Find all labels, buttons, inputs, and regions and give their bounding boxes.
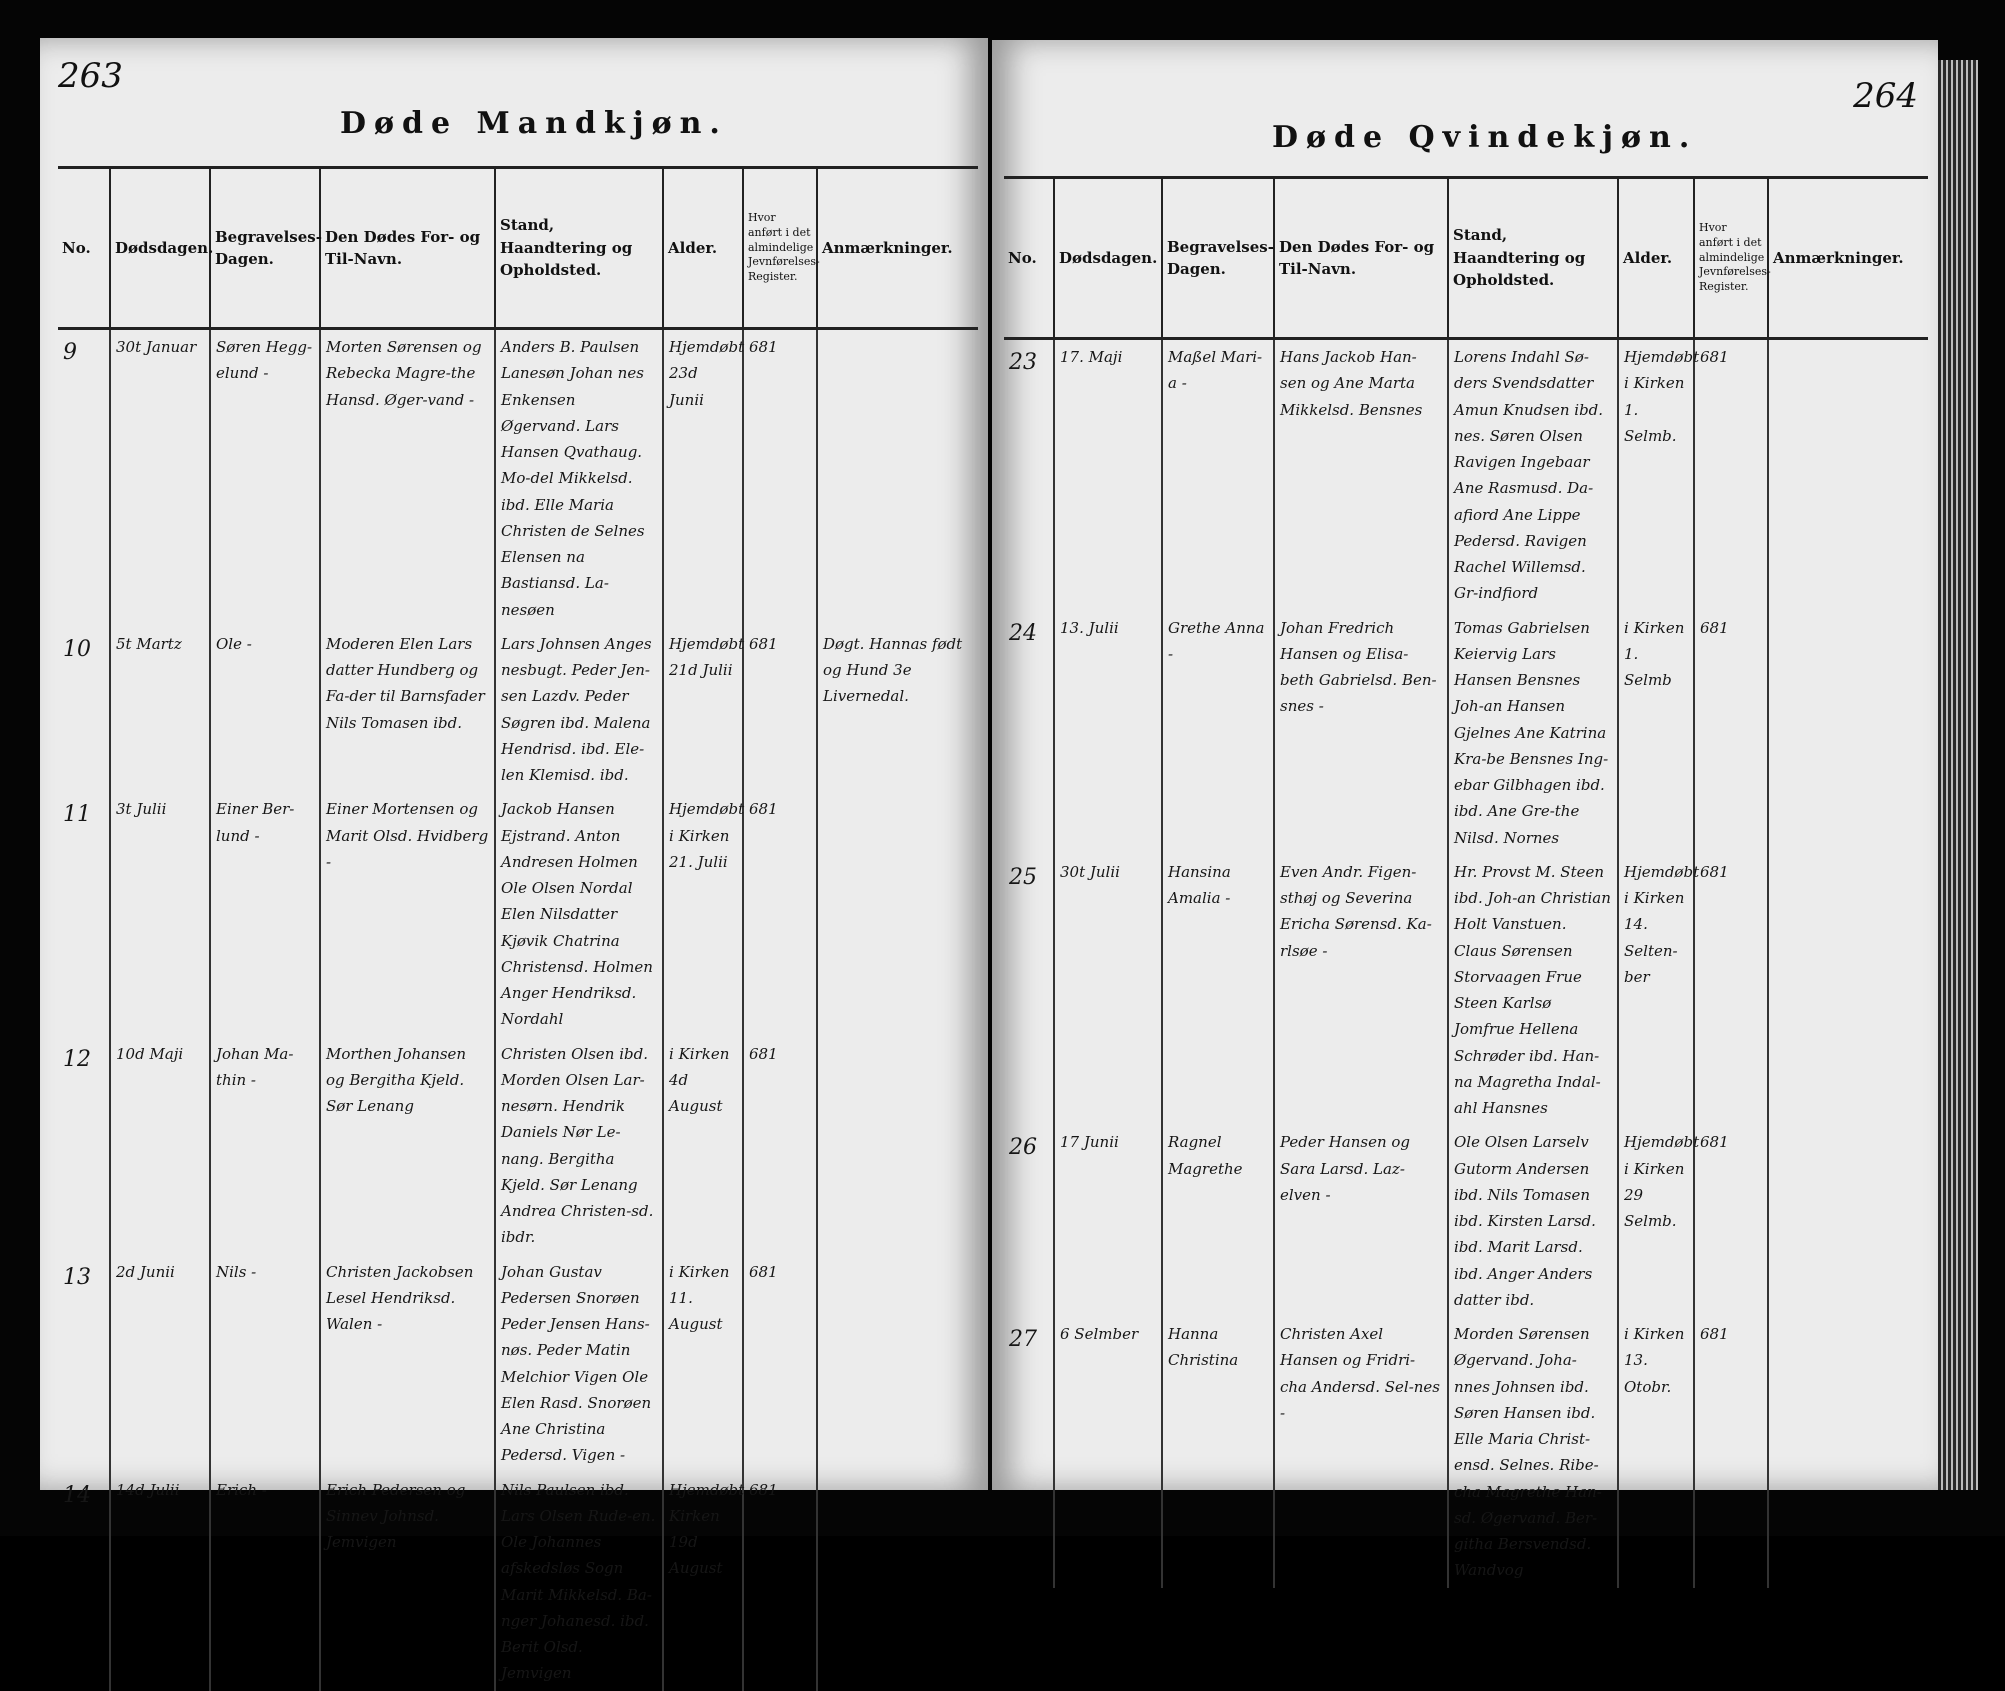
entry-anmerkning: Døgt. Hannas født og Hund 3e Livernedal. [817, 627, 978, 793]
entry-register: 681 [1694, 1317, 1768, 1588]
header-row [1004, 178, 1928, 339]
col-header-stand: Stand, Haandtering og Opholdsted. [1448, 178, 1618, 339]
entry-navn: Peder Hansen og Sara Larsd. Laz-elven - [1274, 1125, 1448, 1317]
entry-begravelse: Erich - [210, 1473, 320, 1691]
register-table [1004, 176, 1928, 1588]
entry-alder: Hjemdøbt 23d Junii [663, 329, 743, 627]
col-header-anmerkninger: Anmærkninger. [817, 168, 978, 329]
entry-begravelse: Nils - [210, 1255, 320, 1473]
entry-anmerkning [1768, 1125, 1928, 1317]
entry-register: 681 [743, 792, 817, 1036]
entry-anmerkning [817, 1037, 978, 1255]
entry-no: 23 [1009, 350, 1037, 375]
table-row [1004, 1317, 1928, 1588]
entry-stand: Tomas Gabrielsen Keiervig Lars Hansen Bensnes Joh-an Hansen Gjelnes Ane Katrina Kra-be Bensnes Ing-ebar Gilbhagen ibd. ibd. Ane Gre-the Nilsd. Nornes [1448, 611, 1618, 855]
entry-alder: i Kirken 4d August [663, 1037, 743, 1255]
table-row [1004, 611, 1928, 855]
entry-no: 9 [63, 340, 77, 365]
entry-dodsdag: 30t Julii [1054, 855, 1162, 1126]
entry-alder: Hjemdøbt i Kirken 29 Selmb. [1618, 1125, 1694, 1317]
entry-anmerkning [1768, 611, 1928, 855]
table-row [1004, 855, 1928, 1126]
page-title: Døde Qvindekjøn. [1272, 120, 1698, 155]
entry-alder: Hjemdøbt i Kirken 14. Selten-ber [1618, 855, 1694, 1126]
entry-begravelse: Ragnel Magrethe [1162, 1125, 1274, 1317]
entry-dodsdag: 10d Maji [110, 1037, 210, 1255]
entry-stand: Jackob Hansen Ejstrand. Anton Andresen Holmen Ole Olsen Nordal Elen Nilsdatter Kjøvik Chatrina Christensd. Holmen Anger Hendriksd. Nordahl [495, 792, 663, 1036]
col-header-navn: Den Dødes For- og Til-Navn. [320, 168, 495, 329]
entry-stand: Christen Olsen ibd. Morden Olsen Lar-nesørn. Hendrik Daniels Nør Le-nang. Bergitha Kjeld. Sør Lenang Andrea Christen-sd. ibdr. [495, 1037, 663, 1255]
entry-dodsdag: 17. Maji [1054, 339, 1162, 611]
entry-begravelse: Johan Ma-thin - [210, 1037, 320, 1255]
entry-begravelse: Hansina Amalia - [1162, 855, 1274, 1126]
entry-dodsdag: 30t Januar [110, 329, 210, 627]
entry-no: 10 [63, 636, 91, 662]
col-header-anmerkninger: Anmærkninger. [1768, 178, 1928, 339]
table-row [1004, 339, 1928, 611]
entry-no: 14 [63, 1482, 91, 1508]
entry-no: 27 [1009, 1327, 1037, 1352]
entry-no: 24 [1009, 620, 1037, 646]
entry-register: 681 [1694, 1125, 1768, 1317]
entry-no: 13 [63, 1264, 91, 1290]
table-row [58, 792, 978, 1036]
entry-register: 681 [743, 1255, 817, 1473]
entry-anmerkning [817, 792, 978, 1036]
entry-register: 681 [743, 1037, 817, 1255]
entry-navn: Christen Axel Hansen og Fridri-cha Andersd. Sel-nes - [1274, 1317, 1448, 1588]
col-header-no: No. [1004, 178, 1054, 339]
table-row [58, 627, 978, 793]
col-header-no: No. [58, 168, 110, 329]
entry-dodsdag: 14d Julii [110, 1473, 210, 1691]
entry-navn: Johan Fredrich Hansen og Elisa-beth Gabrielsd. Ben-snes - [1274, 611, 1448, 855]
register-table [58, 166, 978, 1691]
entry-navn: Erich Pedersen og Sinnev Johnsd. Jemvigen [320, 1473, 495, 1691]
table-row [58, 1037, 978, 1255]
entry-navn: Morthen Johansen og Bergitha Kjeld. Sør Lenang [320, 1037, 495, 1255]
entry-stand: Ole Olsen Larselv Gutorm Andersen ibd. Nils Tomasen ibd. Kirsten Larsd. ibd. Marit Larsd. ibd. Anger Anders datter ibd. [1448, 1125, 1618, 1317]
entry-no: 26 [1009, 1135, 1037, 1161]
entry-navn: Even Andr. Figen-sthøj og Severina Ericha Sørensd. Ka-rlsøe - [1274, 855, 1448, 1126]
entry-no: 11 [63, 802, 91, 828]
entry-anmerkning [1768, 855, 1928, 1126]
entry-stand: Morden Sørensen Øgervand. Joha-nnes Johnsen ibd. Søren Hansen ibd. Elle Maria Christ-ensd. Selnes. Ribe-cha Magrethe Han-sd. Øgervand. Ber-githa Bersvendsd. Wandvog [1448, 1317, 1618, 1588]
entry-alder: i Kirken 13. Otobr. [1618, 1317, 1694, 1588]
entry-register: 681 [1694, 611, 1768, 855]
entry-stand: Lars Johnsen Anges nesbugt. Peder Jen-sen Lazdv. Peder Søgren ibd. Malena Hendrisd. ibd. Ele-len Klemisd. ibd. [495, 627, 663, 793]
col-header-dodsdagen: Dødsdagen. [110, 168, 210, 329]
header-row [58, 168, 978, 329]
entry-begravelse: Søren Hegg-elund - [210, 329, 320, 627]
col-header-alder: Alder. [1618, 178, 1694, 339]
page-title: Døde Mandkjøn. [340, 106, 728, 141]
right-page [992, 40, 1938, 1580]
table-row [58, 329, 978, 627]
entry-begravelse: Einer Ber-lund - [210, 792, 320, 1036]
table-row [58, 1255, 978, 1473]
entry-alder: i Kirken 1. Selmb [1618, 611, 1694, 855]
col-header-register: Hvor anført i det almindelige Jevnførelses-Register. [743, 168, 817, 329]
entry-navn: Moderen Elen Lars datter Hundberg og Fa-der til Barnsfader Nils Tomasen ibd. [320, 627, 495, 793]
entry-register: 681 [743, 329, 817, 627]
table-row [58, 1473, 978, 1691]
col-header-navn: Den Dødes For- og Til-Navn. [1274, 178, 1448, 339]
page-number: 263 [58, 56, 123, 96]
entry-anmerkning [1768, 1317, 1928, 1588]
left-page [40, 38, 988, 1683]
entry-dodsdag: 2d Junii [110, 1255, 210, 1473]
entry-stand: Anders B. Paulsen Lanesøn Johan nes Enkensen Øgervand. Lars Hansen Qvathaug. Mo-del Mikkelsd. ibd. Elle Maria Christen de Selnes Elensen na Bastiansd. La-nesøen [495, 329, 663, 627]
entry-alder: i Kirken 11. August [663, 1255, 743, 1473]
entry-dodsdag: 6 Selmber [1054, 1317, 1162, 1588]
entry-dodsdag: 5t Martz [110, 627, 210, 793]
entry-anmerkning [817, 1473, 978, 1691]
entry-register: 681 [1694, 339, 1768, 611]
entry-anmerkning [1768, 339, 1928, 611]
page-edges [1938, 60, 1978, 1490]
entry-dodsdag: 13. Julii [1054, 611, 1162, 855]
col-header-begravelsesdagen: Begravelses-Dagen. [210, 168, 320, 329]
entry-navn: Einer Mortensen og Marit Olsd. Hvidberg - [320, 792, 495, 1036]
entry-begravelse: Grethe Anna - [1162, 611, 1274, 855]
entry-alder: Hjemdøbt 21d Julii [663, 627, 743, 793]
entry-register: 681 [743, 1473, 817, 1691]
table-row [1004, 1125, 1928, 1317]
col-header-alder: Alder. [663, 168, 743, 329]
entry-no: 12 [63, 1046, 91, 1072]
entry-stand: Hr. Provst M. Steen ibd. Joh-an Christian Holt Vanstuen. Claus Sørensen Storvaagen Frue Steen Karlsø Jomfrue Hellena Schrøder ibd. Han-na Magretha Indal-ahl Hansnes [1448, 855, 1618, 1126]
entry-navn: Christen Jackobsen Lesel Hendriksd. Walen - [320, 1255, 495, 1473]
entry-alder: Hjemdøbt i Kirken 21. Julii [663, 792, 743, 1036]
entry-register: 681 [1694, 855, 1768, 1126]
col-header-stand: Stand, Haandtering og Opholdsted. [495, 168, 663, 329]
entry-register: 681 [743, 627, 817, 793]
col-header-register: Hvor anført i det almindelige Jevnførelses-Register. [1694, 178, 1768, 339]
entry-anmerkning [817, 329, 978, 627]
entry-stand: Johan Gustav Pedersen Snorøen Peder Jensen Hans-nøs. Peder Matin Melchior Vigen Ole Elen Rasd. Snorøen Ane Christina Pedersd. Vigen - [495, 1255, 663, 1473]
entry-alder: Hjemdøbt i Kirken 1. Selmb. [1618, 339, 1694, 611]
entry-anmerkning [817, 1255, 978, 1473]
entry-stand: Lorens Indahl Sø-ders Svendsdatter Amun Knudsen ibd. nes. Søren Olsen Ravigen Ingebaar Ane Rasmusd. Da-afiord Ane Lippe Pedersd. Ravigen Rachel Willemsd. Gr-indfiord [1448, 339, 1618, 611]
page-number: 264 [1853, 76, 1918, 116]
entry-navn: Hans Jackob Han-sen og Ane Marta Mikkelsd. Bensnes [1274, 339, 1448, 611]
col-header-dodsdagen: Dødsdagen. [1054, 178, 1162, 339]
entry-navn: Morten Sørensen og Rebecka Magre-the Hansd. Øger-vand - [320, 329, 495, 627]
entry-stand: Nils Paulsen ibd. Lars Olsen Rude-en. Ole Johannes afskedsløs Sogn Marit Mikkelsd. Ba-nger Johanesd. ibd. Berit Olsd. Jemvigen [495, 1473, 663, 1691]
entry-dodsdag: 17 Junii [1054, 1125, 1162, 1317]
entry-begravelse: Ole - [210, 627, 320, 793]
entry-no: 25 [1009, 864, 1037, 890]
col-header-begravelsesdagen: Begravelses-Dagen. [1162, 178, 1274, 339]
entry-begravelse: Hanna Christina [1162, 1317, 1274, 1588]
entry-begravelse: Maßel Mari-a - [1162, 339, 1274, 611]
entry-dodsdag: 3t Julii [110, 792, 210, 1036]
entry-alder: Hjemdøbt Kirken 19d August [663, 1473, 743, 1691]
